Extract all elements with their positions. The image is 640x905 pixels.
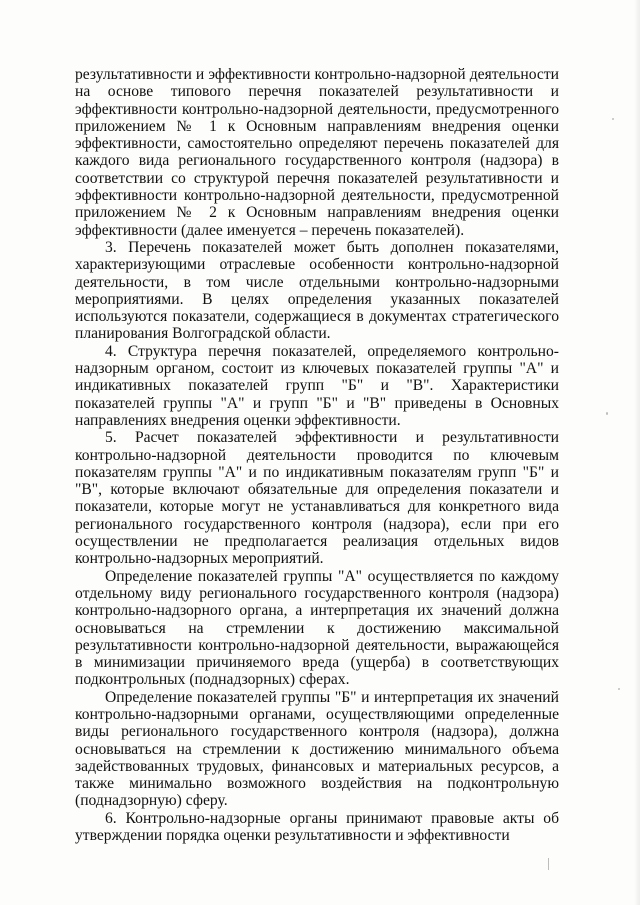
paragraph-item-6: 6. Контрольно-надзорные органы принимают правовые акты об утверждении порядка оценки результативности и эффективности [75, 809, 559, 845]
scan-edge-shadow [634, 0, 640, 905]
scan-speck [612, 118, 614, 120]
paragraph-item-5: 5. Расчет показателей эффективности и результативности контрольно-надзорной деятельности проводится по ключевым показателям группы "А" и по индикативным показателям групп "Б" и "В", которые включают обязательные для определения показатели и показатели, которые могут не устанавливаться для конкретного вида регионального государственного контроля (надзора), если при его осуществлении не предполагается реализация отдельных видов контрольно-надзорных мероприятий. [75, 429, 559, 568]
paragraph-item-3: 3. Перечень показателей может быть дополнен показателями, характеризующими отраслевые особенности контрольно-надзорной деятельности, в том числе отдельными контрольно-надзорными мероприятиями. В целях определения указанных показателей используются показатели, содержащиеся в документах стратегического планирования Волгоградской области. [75, 238, 559, 343]
paragraph-item-4: 4. Структура перечня показателей, определяемого контрольно-надзорным органом, состоит из ключевых показателей группы "А" и индикативных показателей групп "Б" и "В". Характеристики показателей группы "А" и групп "Б" и "В" приведены в Основных направлениях внедрения оценки эффективности. [75, 342, 559, 429]
paragraph-continuation: результативности и эффективности контрольно-надзорной деятельности на основе типового перечня показателей результативности и эффективности контрольно-надзорной деятельности, предусмотренного приложением № 1 к Основным направлениям внедрения оценки эффективности, самостоятельно определяют перечень показателей для каждого вида регионального государственного контроля (надзора) в соответствии со структурой перечня показателей результативности и эффективности контрольно-надзорной деятельности, предусмотренной приложением № 2 к Основным направлениям внедрения оценки эффективности (далее именуется – перечень показателей). [75, 66, 559, 239]
scan-speck [548, 858, 549, 870]
scan-speck [618, 688, 620, 690]
document-body [75, 66, 559, 844]
scan-speck [606, 412, 608, 415]
paragraph-group-b: Определение показателей группы "Б" и интерпретация их значений контрольно-надзорными органами, осуществляющими определенные виды регионального государственного контроля (надзора), должна основываться на стремлении к достижению минимального объема задействованных трудовых, финансовых и материальных ресурсов, а также минимально возможного воздействия на подконтрольную (поднадзорную) сферу. [75, 688, 559, 810]
paragraph-group-a: Определение показателей группы "А" осуществляется по каждому отдельному виду регионального государственного контроля (надзора) контрольно-надзорного органа, а интерпретация их значений должна основываться на стремлении к достижению максимальной результативности контрольно-надзорной деятельности, выражающейся в минимизации причиняемого вреда (ущерба) в соответствующих подконтрольных (поднадзорных) сферах. [75, 567, 559, 689]
